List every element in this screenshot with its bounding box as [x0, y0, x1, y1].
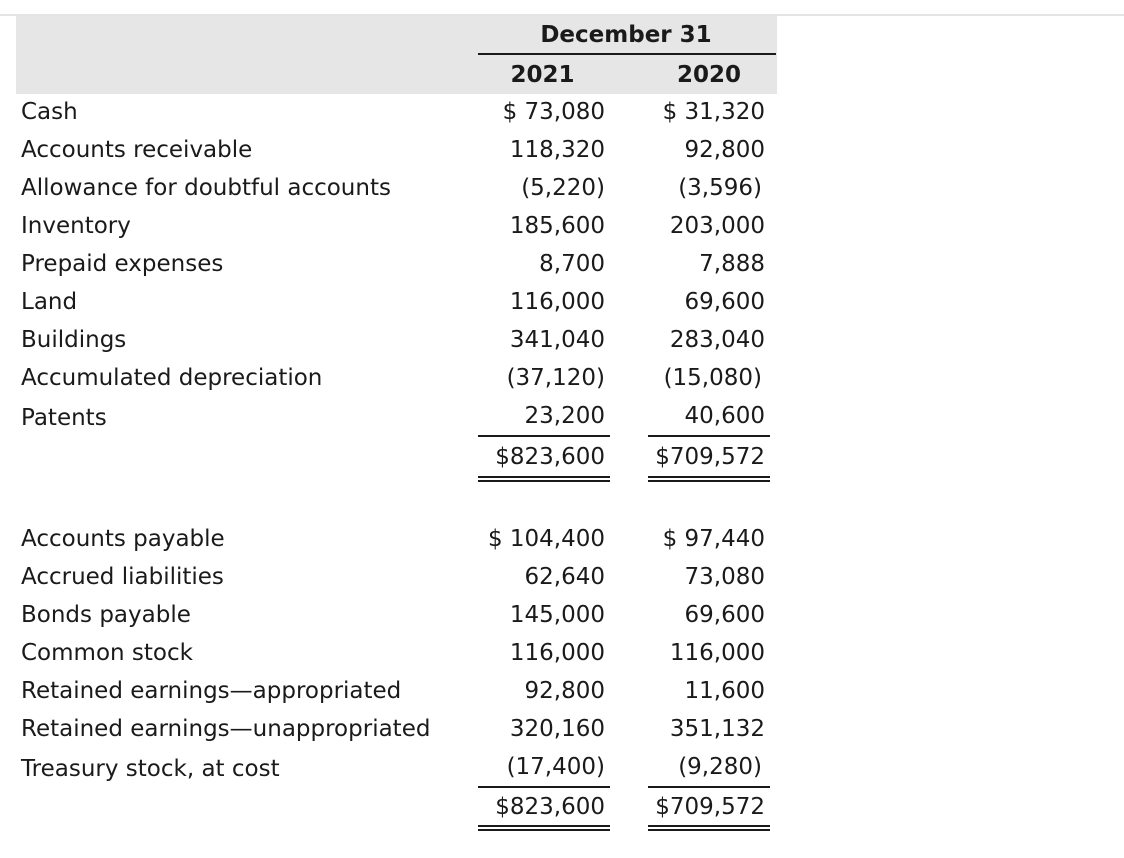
- total-double-rule-2020: [648, 825, 770, 831]
- value-2020: 203,000: [669, 213, 765, 239]
- value-2021: 92,800: [524, 678, 605, 704]
- year-2021-header: 2021: [510, 62, 575, 88]
- value-2021: 8,700: [539, 251, 605, 277]
- year-2020-header: 2020: [676, 62, 741, 88]
- value-2020: 69,600: [684, 602, 765, 628]
- value-2021: 118,320: [509, 137, 605, 163]
- value-2021: 62,640: [524, 564, 605, 590]
- value-2020: 7,888: [699, 251, 765, 277]
- subtotal-rule-2020: [648, 786, 770, 788]
- value-2021: (17,400): [506, 754, 605, 780]
- row-label: Bonds payable: [21, 602, 191, 628]
- value-2020: (3,596): [678, 175, 762, 201]
- liabilities-total-2020: $709,572: [655, 794, 765, 820]
- row-label: Buildings: [21, 327, 127, 353]
- value-2021: $ 104,400: [487, 526, 605, 552]
- value-2021: 145,000: [509, 602, 605, 628]
- value-2020: 11,600: [684, 678, 765, 704]
- value-2021: 116,000: [509, 289, 605, 315]
- value-2021: 320,160: [509, 716, 605, 742]
- value-2020: $ 31,320: [662, 99, 765, 125]
- value-2020: 73,080: [684, 564, 765, 590]
- row-label: Accounts payable: [21, 526, 225, 552]
- row-label: Patents: [21, 405, 107, 431]
- value-2020: 116,000: [669, 640, 765, 666]
- value-2020: 92,800: [684, 137, 765, 163]
- value-2021: 116,000: [509, 640, 605, 666]
- assets-total-2021: $823,600: [495, 444, 605, 470]
- value-2020: 351,132: [669, 716, 765, 742]
- row-label: Cash: [21, 99, 78, 125]
- row-label: Accounts receivable: [21, 137, 253, 163]
- row-label: Inventory: [21, 213, 131, 239]
- assets-total-2020: $709,572: [655, 444, 765, 470]
- value-2021: 23,200: [524, 403, 605, 429]
- value-2020: $ 97,440: [662, 526, 765, 552]
- period-header: December 31: [540, 22, 712, 48]
- liabilities-total-2021: $823,600: [495, 794, 605, 820]
- value-2021: (37,120): [506, 365, 605, 391]
- subtotal-rule-2020: [648, 435, 770, 437]
- row-label: Allowance for doubtful accounts: [21, 175, 391, 201]
- total-double-rule-2021: [478, 825, 610, 831]
- row-label: Land: [21, 289, 78, 315]
- value-2020: 40,600: [684, 403, 765, 429]
- value-2020: 69,600: [684, 289, 765, 315]
- value-2021: 341,040: [509, 327, 605, 353]
- value-2020: (15,080): [663, 365, 762, 391]
- period-underline: [478, 53, 776, 55]
- value-2020: 283,040: [669, 327, 765, 353]
- row-label: Accumulated depreciation: [21, 365, 323, 391]
- total-double-rule-2021: [478, 476, 610, 482]
- row-label: Accrued liabilities: [21, 564, 224, 590]
- row-label: Prepaid expenses: [21, 251, 224, 277]
- row-label: Treasury stock, at cost: [21, 756, 280, 782]
- row-label: Common stock: [21, 640, 193, 666]
- row-label: Retained earnings—appropriated: [21, 678, 402, 704]
- value-2021: $ 73,080: [502, 99, 605, 125]
- value-2021: 185,600: [509, 213, 605, 239]
- row-label: Retained earnings—unappropriated: [21, 716, 431, 742]
- value-2020: (9,280): [678, 754, 762, 780]
- value-2021: (5,220): [521, 175, 605, 201]
- subtotal-rule-2021: [478, 435, 610, 437]
- total-double-rule-2020: [648, 476, 770, 482]
- subtotal-rule-2021: [478, 786, 610, 788]
